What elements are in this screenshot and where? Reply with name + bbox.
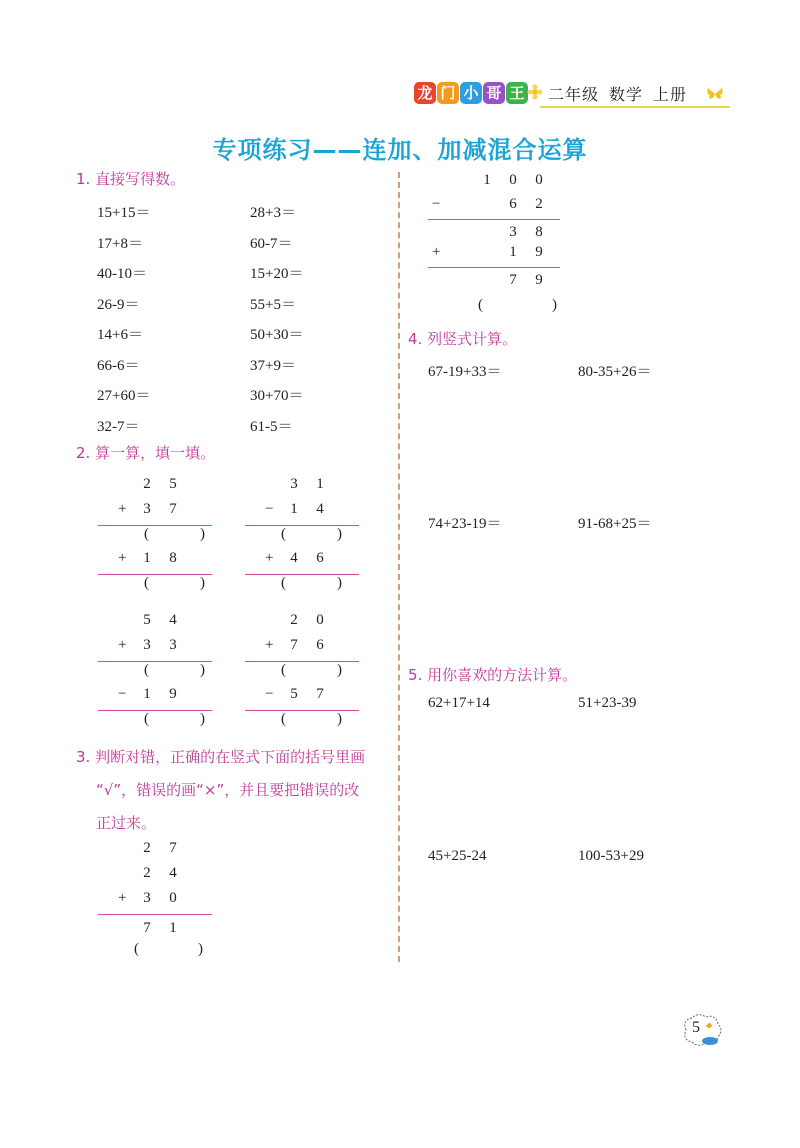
q1-item: 15+20＝: [250, 266, 304, 282]
q5-item: 51+23-39: [578, 695, 637, 711]
q4-item: 80-35+26＝: [578, 364, 652, 380]
q1-item: 32-7＝: [97, 418, 140, 435]
q2-heading: 2. 算一算，填一填。: [76, 444, 216, 462]
q1-item: 27+60＝: [97, 388, 151, 404]
q2-vertical-calc: 5 4 + 3 3 ( ) − 1 9 ( ): [98, 612, 212, 735]
page-number-badge: [680, 1012, 724, 1048]
q3-heading: [76, 741, 365, 840]
q1-heading: 1. 直接写得数。: [76, 170, 186, 188]
q1-item: 26-9＝: [97, 296, 140, 313]
q1-item: 14+6＝: [97, 327, 143, 343]
q1-item: 66-6＝: [97, 357, 140, 374]
q3-vertical-calc: 2 7 2 4 + 3 0 7 1 ( ): [98, 840, 212, 967]
q1-item: 55+5＝: [250, 296, 296, 313]
q3-heading-line: 3. 判断对错，正确的在竖式下面的括号里画: [76, 748, 366, 766]
q1-item: 37+9＝: [250, 357, 296, 374]
q1-item: 60-7＝: [250, 235, 293, 252]
flower-icon: [527, 84, 543, 100]
logo-char: 王: [506, 82, 528, 104]
logo-char: 哥: [483, 82, 505, 104]
butterfly-icon: [706, 86, 724, 102]
q3-heading-line: 正过来。: [96, 814, 157, 832]
column-divider: [398, 172, 400, 962]
grade-label: 二年级 数学 上册: [548, 87, 688, 104]
brand-logo: [414, 82, 528, 104]
q4-item: 91-68+25＝: [578, 516, 652, 532]
q4-heading: 4. 列竖式计算。: [408, 330, 518, 348]
page-title: 专项练习——连加、加减混合运算: [212, 136, 588, 164]
logo-char: 龙: [414, 82, 436, 104]
q5-item: 100-53+29: [578, 848, 644, 864]
q1-item: 15+15＝: [97, 205, 151, 221]
q1-left-column: [97, 198, 150, 442]
q1-item: 40-10＝: [97, 266, 147, 282]
q1-item: 61-5＝: [250, 418, 293, 435]
banner-underline: [540, 106, 730, 108]
q5-heading: 5. 用你喜欢的方法计算。: [408, 666, 578, 684]
q2-vertical-calc: 2 0 + 7 6 ( ) − 5 7 ( ): [245, 612, 359, 735]
page-number: 5: [692, 1019, 700, 1036]
q2-vertical-calc: 3 1 − 1 4 ( ) + 4 6 ( ): [245, 476, 359, 599]
q3b-vertical-calc: 1 0 0 − 6 2 3 8 + 1 9 7 9 ( ): [428, 172, 560, 318]
q4-item: 74+23-19＝: [428, 516, 502, 532]
logo-char: 小: [460, 82, 482, 104]
q3-heading-line: “√”，错误的画“×”，并且要把错误的改: [96, 781, 360, 799]
q1-right-column: [250, 198, 303, 442]
q1-item: 30+70＝: [250, 388, 304, 404]
q5-item: 62+17+14: [428, 695, 490, 711]
q5-item: 45+25-24: [428, 848, 487, 864]
q1-item: 17+8＝: [97, 235, 143, 252]
q1-item: 50+30＝: [250, 327, 304, 343]
q2-vertical-calc: 2 5 + 3 7 ( ) + 1 8 ( ): [98, 476, 212, 599]
q4-item: 67-19+33＝: [428, 364, 502, 380]
logo-char: 门: [437, 82, 459, 104]
q1-item: 28+3＝: [250, 205, 296, 221]
